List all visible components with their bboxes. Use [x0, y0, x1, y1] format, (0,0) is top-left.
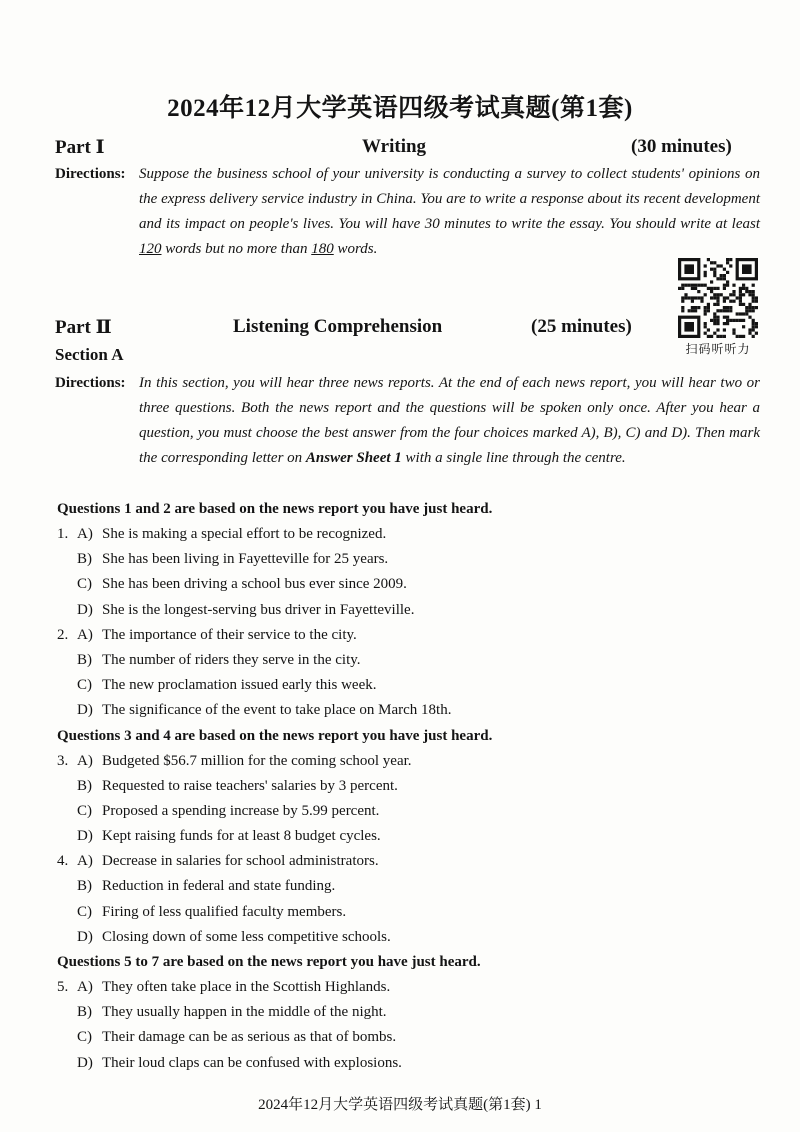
directions-label: Directions: [55, 166, 126, 182]
option-text: Their loud claps can be confused with explosions. [102, 1054, 402, 1071]
part-2-directions [55, 371, 760, 471]
option-letter: A) [77, 526, 93, 542]
option-letter: C) [77, 576, 92, 593]
answer-option[interactable] [57, 1051, 757, 1076]
part-2-label: Part Ⅱ [55, 317, 112, 338]
option-text: She is the longest-serving bus driver in Fayetteville. [102, 601, 415, 618]
option-letter: B) [77, 651, 92, 668]
option-text: She has been driving a school bus ever since 2009. [102, 576, 407, 593]
answer-option[interactable] [57, 975, 757, 1000]
option-text: The importance of their service to the city. [102, 626, 357, 643]
part-2-name: Listening Comprehension [233, 316, 443, 337]
qr-caption: 扫码听听力 [685, 342, 751, 356]
answer-option[interactable] [57, 673, 757, 698]
answer-option[interactable] [57, 774, 757, 799]
answer-option[interactable] [57, 749, 757, 774]
option-letter: D) [77, 702, 93, 719]
option-letter: B) [77, 1004, 92, 1021]
answer-option[interactable] [57, 900, 757, 925]
question-number: 2. [57, 626, 69, 643]
part-1-directions-text: Suppose the business school of your university is conducting a survey to collect students' opinions on the express delivery service industry in China. You are to write a response about its recent development and its impact on people's lives. You will have 30 minutes to write the essay. You should write at least 120 words but no more than 180 words. [139, 166, 760, 257]
option-text: The significance of the event to take place on March 18th. [102, 702, 452, 719]
option-text: Budgeted $56.7 million for the coming school year. [102, 752, 412, 769]
option-text: She has been living in Fayetteville for 25 years. [102, 551, 389, 568]
option-letter: C) [77, 1029, 92, 1046]
part-2-header [55, 316, 755, 342]
part-1-time: (30 minutes) [631, 136, 732, 157]
answer-option[interactable] [57, 623, 757, 648]
answer-option[interactable] [57, 849, 757, 874]
option-text: The new proclamation issued early this week. [102, 677, 377, 694]
option-letter: D) [77, 928, 93, 945]
option-letter: C) [77, 677, 92, 694]
part-1-directions [55, 162, 760, 262]
answer-option[interactable] [57, 572, 757, 597]
question-group-heading: Questions 5 to 7 are based on the news report you have just heard. [57, 954, 481, 970]
part-1-header [55, 136, 755, 162]
question-number: 1. [57, 526, 69, 542]
answer-option[interactable] [57, 648, 757, 673]
option-letter: B) [77, 551, 92, 568]
page-footer: 2024年12月大学英语四级考试真题(第1套) 1 [258, 1097, 542, 1113]
option-letter: A) [77, 853, 93, 870]
option-letter: A) [77, 979, 93, 995]
section-a-heading: Section A [55, 345, 124, 364]
option-text: She is making a special effort to be recognized. [102, 526, 387, 542]
option-text: Closing down of some less competitive schools. [102, 928, 391, 945]
page-title: 2024年12月大学英语四级考试真题(第1套) [167, 95, 633, 122]
option-text: Kept raising funds for at least 8 budget cycles. [102, 828, 381, 845]
answer-option[interactable] [57, 874, 757, 899]
option-letter: D) [77, 828, 93, 845]
option-letter: A) [77, 752, 93, 769]
answer-option[interactable] [57, 925, 757, 950]
option-letter: D) [77, 1054, 93, 1071]
option-text: Requested to raise teachers' salaries by 3 percent. [102, 777, 398, 794]
question-number: 4. [57, 853, 69, 870]
question-group-heading: Questions 1 and 2 are based on the news report you have just heard. [57, 501, 493, 517]
part-2-time: (25 minutes) [531, 316, 632, 337]
part-1-name: Writing [362, 136, 427, 157]
question-number: 3. [57, 752, 69, 769]
option-text: The number of riders they serve in the city. [102, 651, 361, 668]
max-words: 180 [311, 241, 334, 257]
option-letter: C) [77, 903, 92, 920]
answer-option[interactable] [57, 698, 757, 723]
option-text: Decrease in salaries for school administrators. [102, 853, 379, 870]
option-text: They usually happen in the middle of the night. [102, 1004, 387, 1021]
part-2-directions-text: In this section, you will hear three news reports. At the end of each news report, you will hear two or three questions. Both the news report and the questions will be spoken only once. After you hear a question, you must choose the best answer from the four choices marked A), B), C) and D). Then mark the corresponding letter on Answer Sheet 1 with a single line through the centre. [139, 375, 760, 466]
part-1-label: Part Ⅰ [55, 137, 105, 158]
min-words: 120 [139, 241, 162, 257]
option-letter: D) [77, 601, 93, 618]
question-number: 5. [57, 979, 69, 995]
answer-option[interactable] [57, 824, 757, 849]
question-group-heading: Questions 3 and 4 are based on the news report you have just heard. [57, 727, 493, 744]
option-text: Their damage can be as serious as that of bombs. [102, 1029, 397, 1046]
option-text: Firing of less qualified faculty members. [102, 903, 347, 920]
option-letter: B) [77, 777, 92, 794]
directions-label: Directions: [55, 375, 126, 391]
answer-option[interactable] [57, 547, 757, 572]
question-list [57, 497, 757, 1076]
option-text: Proposed a spending increase by 5.99 percent. [102, 802, 380, 819]
answer-option[interactable] [57, 1000, 757, 1025]
answer-sheet-ref: Answer Sheet 1 [305, 450, 402, 466]
option-text: They often take place in the Scottish Highlands. [102, 979, 391, 995]
answer-option[interactable] [57, 598, 757, 623]
answer-option[interactable] [57, 522, 757, 547]
option-text: Reduction in federal and state funding. [102, 878, 336, 895]
qr-code-block[interactable] [676, 258, 760, 357]
option-letter: B) [77, 878, 92, 895]
answer-option[interactable] [57, 799, 757, 824]
option-letter: C) [77, 802, 92, 819]
answer-option[interactable] [57, 1025, 757, 1050]
option-letter: A) [77, 626, 93, 643]
